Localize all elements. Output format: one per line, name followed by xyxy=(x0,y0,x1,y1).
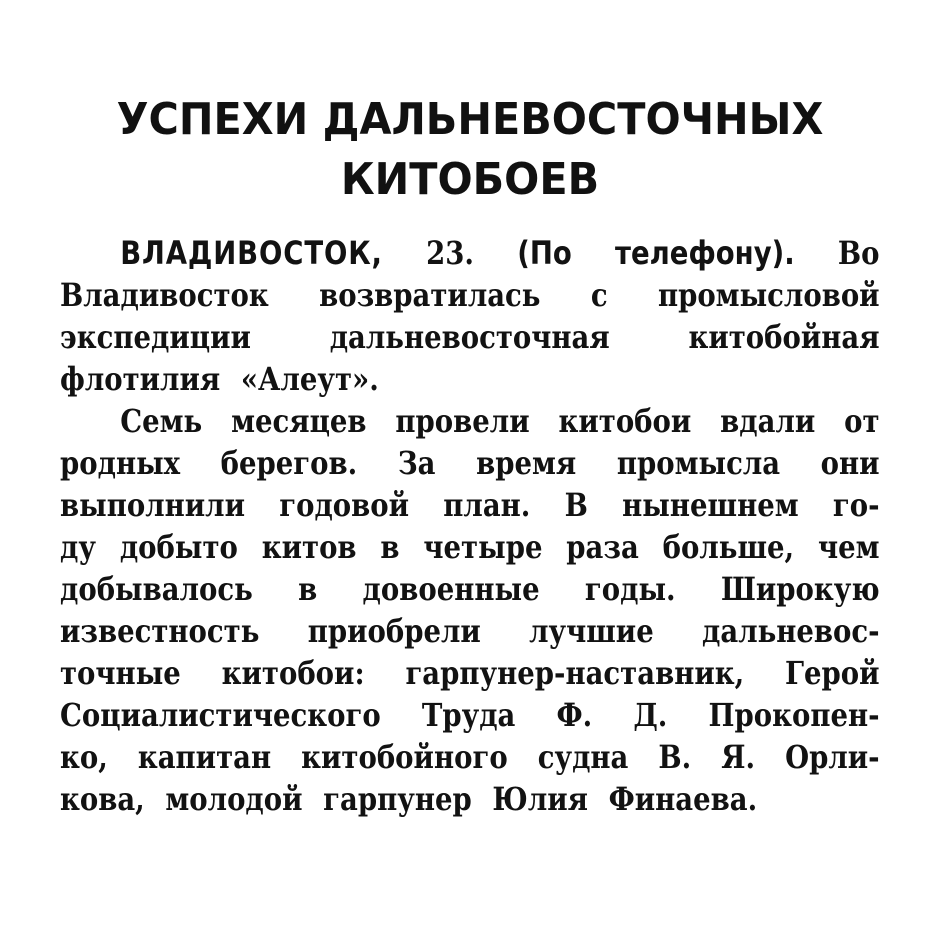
article-word: В. xyxy=(658,738,692,776)
article-word: возвратилась xyxy=(319,276,541,314)
article-line xyxy=(60,568,880,610)
article-word: известность xyxy=(60,612,260,650)
article-line xyxy=(60,400,880,442)
article-word: план. xyxy=(443,486,531,524)
article-word: в xyxy=(298,570,318,608)
article-line xyxy=(60,484,880,526)
article-word: Юлия xyxy=(492,780,588,818)
article-word: нынешнем xyxy=(622,486,799,524)
article-word: Ф. xyxy=(556,696,593,734)
article-word: Я. xyxy=(721,738,756,776)
article-word: они xyxy=(820,444,880,482)
article-word: промысловой xyxy=(657,276,880,314)
article-word: вдали xyxy=(720,402,816,440)
article-word: капитан xyxy=(137,738,272,776)
article-word: ко, xyxy=(60,738,108,776)
article-word: провели xyxy=(395,402,530,440)
headline-line-1: УСПЕХИ ДАЛЬНЕВОСТОЧНЫХ xyxy=(116,94,824,145)
article-word: довоенные xyxy=(362,570,540,608)
article-word: от xyxy=(844,402,880,440)
article-word: берегов. xyxy=(220,444,358,482)
article-word: китобойного xyxy=(301,738,508,776)
article-word: го- xyxy=(832,486,880,524)
article-word: Семь xyxy=(120,402,203,440)
article-word: кова, xyxy=(60,780,145,818)
article-word: Д. xyxy=(633,696,668,734)
article-word: Герой xyxy=(785,654,880,692)
article-line xyxy=(60,652,880,694)
article-word: В xyxy=(564,486,588,524)
article-word: чем xyxy=(817,528,880,566)
article-word: с xyxy=(590,276,608,314)
article-line xyxy=(60,736,880,778)
dateline-source-2: телефону). xyxy=(615,234,795,272)
article-word: Орли- xyxy=(785,738,880,776)
article-word: Владивосток xyxy=(60,276,269,314)
article-word: четыре xyxy=(423,528,543,566)
article-word: промысла xyxy=(616,444,781,482)
article-word: «Алеут». xyxy=(240,360,379,398)
article-word: китов xyxy=(261,528,357,566)
article-word: китобои xyxy=(558,402,692,440)
article-line xyxy=(60,316,880,358)
dateline-source-1: (По xyxy=(517,234,572,272)
article-word: гарпунер-наставник, xyxy=(405,654,745,692)
article-word: китобойная xyxy=(688,318,880,356)
article-word: лучшие xyxy=(529,612,654,650)
article-word: Социалистического xyxy=(60,696,381,734)
article-line xyxy=(60,694,880,736)
article-word: больше, xyxy=(662,528,795,566)
article-word: молодой xyxy=(165,780,303,818)
article-word: Широкую xyxy=(720,570,880,608)
article-line xyxy=(60,778,880,820)
article-word: дальневосточная xyxy=(329,318,610,356)
article-body xyxy=(60,232,880,820)
article-word: добывалось xyxy=(60,570,253,608)
article-word: в xyxy=(380,528,400,566)
article-word: приобрели xyxy=(307,612,481,650)
article-word: За xyxy=(397,444,436,482)
article-word: раза xyxy=(566,528,639,566)
article-word: Прокопен- xyxy=(708,696,880,734)
article-line xyxy=(60,526,880,568)
dateline-city: ВЛАДИВОСТОК, xyxy=(120,234,383,272)
article-word: Во xyxy=(837,234,880,272)
article-word: родных xyxy=(60,444,181,482)
article-word: дальневос- xyxy=(702,612,880,650)
article-word: экспедиции xyxy=(60,318,251,356)
article-word: время xyxy=(476,444,577,482)
article-line xyxy=(60,358,880,400)
article-word: ду xyxy=(60,528,96,566)
article-word: выполнили xyxy=(60,486,245,524)
article-word: добыто xyxy=(119,528,238,566)
article-word: Финаева. xyxy=(608,780,758,818)
article-word: судна xyxy=(537,738,629,776)
article-word: годовой xyxy=(279,486,410,524)
article-line xyxy=(60,232,880,274)
article-word: флотилия xyxy=(60,360,221,398)
article-line xyxy=(60,610,880,652)
article-word: точные xyxy=(60,654,181,692)
article-word: Труда xyxy=(421,696,516,734)
article-word: месяцев xyxy=(231,402,367,440)
headline-line-2: КИТОБОЕВ xyxy=(340,154,600,205)
article-line xyxy=(60,442,880,484)
article-word: годы. xyxy=(584,570,676,608)
article-word: гарпунер xyxy=(323,780,472,818)
article-word: китобои: xyxy=(221,654,365,692)
dateline-day: 23. xyxy=(426,234,475,272)
article-line xyxy=(60,274,880,316)
